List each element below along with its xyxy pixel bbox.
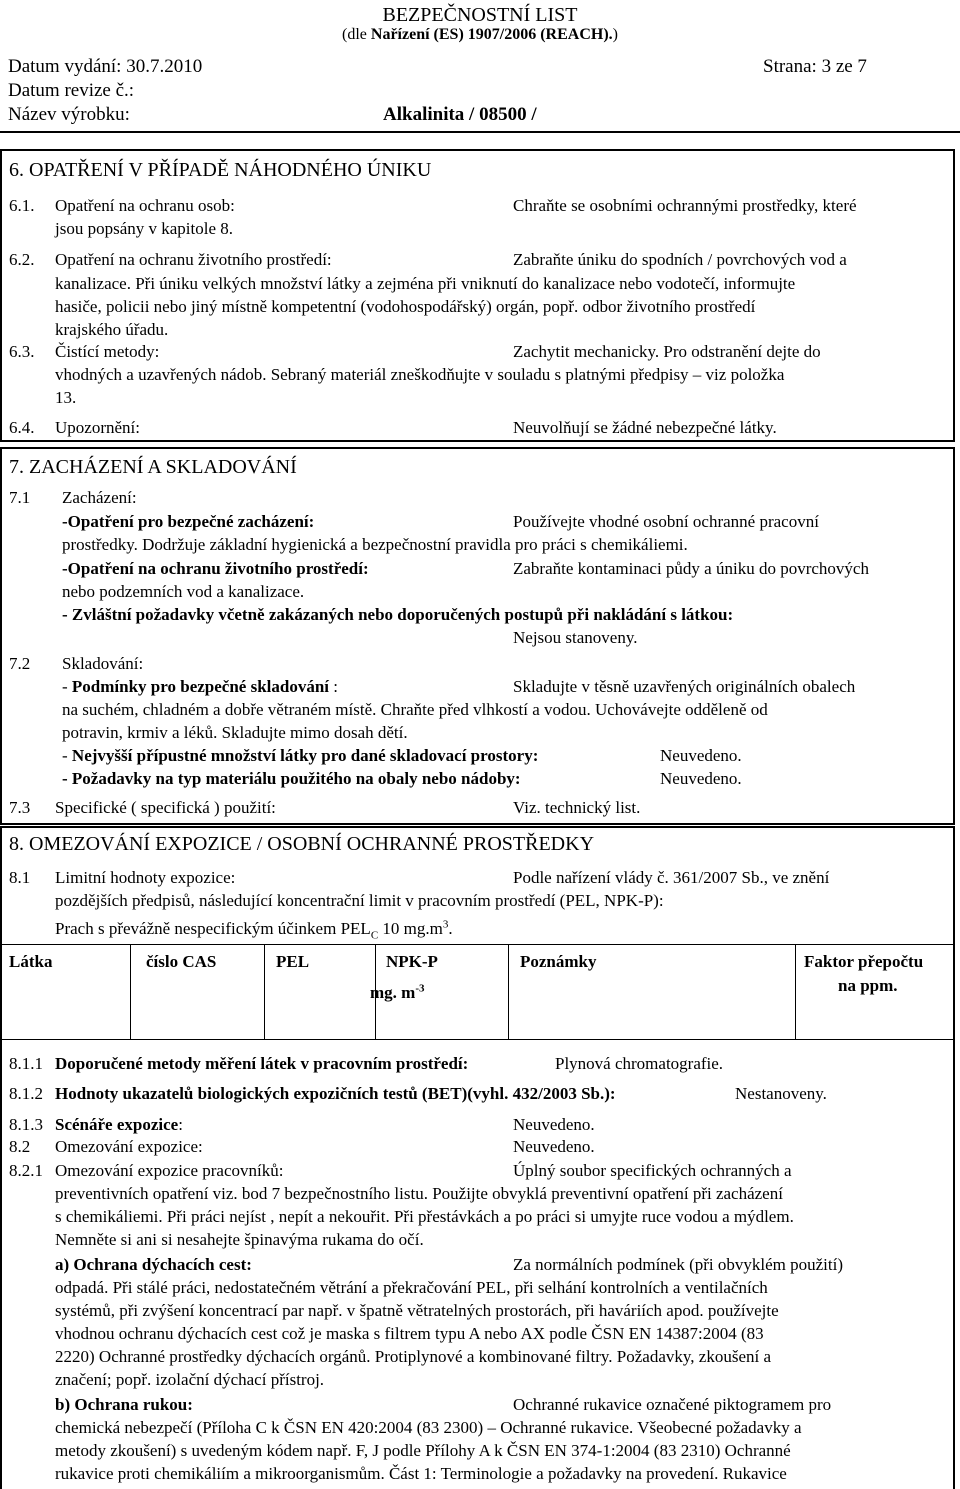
storage-conditions-text-2: na suchém, chladném a dobře větraném místě. Chraňte před vlhkostí a vodou. Uchovávejte odděleně od bbox=[62, 700, 768, 719]
col-substance: Látka bbox=[9, 952, 53, 971]
item-8-2-label: Omezování expozice: bbox=[55, 1137, 203, 1156]
max-bold: Nejvyšší přípustné množství látky pro dané skladovací prostory: bbox=[71, 746, 539, 765]
col-notes: Poznámky bbox=[520, 952, 597, 971]
respiratory-text-5: 2220) Ochranné prostředky dýchacích orgánů. Protiplynové a kombinované filtry. Požadavky, zkoušení a bbox=[55, 1347, 772, 1366]
dust-limit bbox=[55, 917, 453, 940]
item-8-2-1-text: Úplný soubor specifických ochranných a bbox=[513, 1161, 792, 1180]
item-6-2-label: Opatření na ochranu životního prostředí: bbox=[55, 250, 332, 269]
item-8-1-1-text: Plynová chromatografie. bbox=[555, 1054, 724, 1073]
safe-handling-text: Používejte vhodné osobní ochranné pracovní bbox=[513, 512, 819, 531]
item-6-2-text-3: hasiče, policii nebo jiný místně kompetentní (vodohospodářský) orgán, popř. odbor životního prostředí bbox=[55, 297, 756, 316]
item-6-3-label: Čistící metody: bbox=[55, 342, 160, 361]
section-7-title: 7. ZACHÁZENÍ A SKLADOVÁNÍ bbox=[9, 456, 297, 478]
item-6-4-label: Upozornění: bbox=[55, 418, 140, 437]
item-8-1-3-label-bold: Scénáře expozice bbox=[55, 1115, 179, 1134]
env-protection-label: -Opatření na ochranu životního prostředí: bbox=[62, 559, 369, 578]
product-label: Název výrobku: bbox=[8, 104, 130, 125]
hand-protection-text-2: chemická nebezpečí (Příloha C k ČSN EN 420:2004 (83 2300) – Ochranné rukavice. Všeobecné požadavky a bbox=[55, 1418, 802, 1437]
regulation-subtitle bbox=[0, 26, 960, 44]
col-factor: Faktor přepočtu bbox=[804, 952, 924, 971]
subtitle-pre: (dle bbox=[342, 26, 371, 43]
respiratory-text: Za normálních podmínek (při obvyklém použití) bbox=[513, 1255, 844, 1274]
item-7-3-text: Viz. technický list. bbox=[513, 798, 641, 817]
item-8-1-2-num: 8.1.2 bbox=[9, 1084, 43, 1103]
max-quantity-label bbox=[62, 744, 538, 767]
special-requirements-label: - Zvláštní požadavky včetně zakázaných nebo doporučených postupů při nakládání s látkou: bbox=[62, 605, 734, 624]
max-quantity-text: Neuvedeno. bbox=[660, 746, 742, 765]
subtitle-regulation: Nařízení (ES) 1907/2006 (REACH). bbox=[370, 26, 613, 43]
safe-handling-text-2: prostředky. Dodržuje základní hygienická a bezpečnostní pravidla pro práci s chemikáliemi. bbox=[62, 535, 688, 554]
item-8-2-1-label: Omezování expozice pracovníků: bbox=[55, 1161, 284, 1180]
storage-prefix: - bbox=[62, 677, 72, 696]
respiratory-text-2: odpadá. Při stálé práci, nedostatečném větrání a překračování PEL, při selhání kontrolních a ventilačních bbox=[55, 1278, 768, 1297]
respiratory-label: a) Ochrana dýchacích cest: bbox=[55, 1255, 252, 1274]
item-6-2-text-2: kanalizace. Při úniku velkých množství látky a zejména při vniknutí do kanalizace nebo vodotečí, informujte bbox=[55, 274, 796, 293]
hand-protection-text: Ochranné rukavice označené piktogramem pro bbox=[513, 1395, 832, 1414]
page-number: Strana: 3 ze 7 bbox=[763, 56, 867, 77]
item-8-2-text: Neuvedeno. bbox=[513, 1137, 595, 1156]
storage-colon: : bbox=[329, 677, 338, 696]
item-8-2-1-text-2: preventivních opatření viz. bod 7 bezpečnostního listu. Použijte obvyklá preventivní opatření při zacházení bbox=[55, 1184, 783, 1203]
item-8-1-3-text: Neuvedeno. bbox=[513, 1115, 595, 1134]
col-npk: NPK-P bbox=[386, 952, 438, 971]
section-8-left-border bbox=[0, 826, 2, 1489]
item-8-2-1-num: 8.2.1 bbox=[9, 1161, 43, 1180]
hand-protection-text-4: rukavice proti chemikáliím a mikroorganismům. Část 1: Terminologie a požadavky na provedení. Rukavice bbox=[55, 1464, 787, 1483]
item-6-2-text: Zabraňte úniku do spodních / povrchových vod a bbox=[513, 250, 847, 269]
section-8-title: 8. OMEZOVÁNÍ EXPOZICE / OSOBNÍ OCHRANNÉ PROSTŘEDKY bbox=[9, 833, 595, 855]
col-unit bbox=[370, 981, 425, 1004]
col-unit-sup: -3 bbox=[415, 982, 425, 995]
revision-date: Datum revize č.: bbox=[8, 80, 135, 101]
storage-conditions-text-3: potravin, krmiv a léků. Skladujte mimo dosah dětí. bbox=[62, 723, 408, 742]
item-8-1-3-label bbox=[55, 1113, 183, 1136]
item-6-1-text-2: jsou popsány v kapitole 8. bbox=[55, 219, 234, 238]
item-8-2-num: 8.2 bbox=[9, 1137, 31, 1156]
col-unit-text: mg. m bbox=[370, 983, 416, 1002]
dust-sup: 3 bbox=[442, 918, 449, 931]
storage-conditions-text: Skladujte v těsně uzavřených originálních obalech bbox=[513, 677, 856, 696]
item-8-2-1-text-3: s chemikáliemi. Při práci nejíst , nepít a nekouřit. Při přestávkách a po práci si umyjte ruce vodou a mýdlem. bbox=[55, 1207, 794, 1226]
document-title: BEZPEČNOSTNÍ LIST bbox=[382, 4, 578, 26]
item-6-2-num: 6.2. bbox=[9, 250, 35, 269]
col-cas: číslo CAS bbox=[146, 952, 217, 971]
packaging-label: - Požadavky na typ materiálu použitého na obaly nebo nádoby: bbox=[62, 769, 521, 788]
col-pel: PEL bbox=[276, 952, 310, 971]
issue-date: Datum vydání: 30.7.2010 bbox=[8, 56, 203, 77]
item-6-3-text-2: vhodných a uzavřených nádob. Sebraný materiál zneškodňujte v souladu s platnými předpisy – viz položka bbox=[55, 365, 785, 384]
table-vrule bbox=[508, 944, 509, 1040]
storage-bold: Podmínky pro bezpečné skladování bbox=[71, 677, 330, 696]
item-8-1-1-label: Doporučené metody měření látek v pracovním prostředí: bbox=[55, 1054, 469, 1073]
section-8-right-border bbox=[953, 826, 955, 1489]
col-factor-2: na ppm. bbox=[838, 976, 898, 995]
item-8-1-num: 8.1 bbox=[9, 868, 31, 887]
safe-handling-label: -Opatření pro bezpečné zacházení: bbox=[62, 512, 315, 531]
storage-conditions-label bbox=[62, 675, 338, 698]
item-8-1-2-text: Nestanoveny. bbox=[735, 1084, 827, 1103]
item-8-1-3-colon: : bbox=[178, 1115, 183, 1134]
product-name: Alkalinita / 08500 / bbox=[383, 104, 537, 125]
header-divider bbox=[0, 131, 960, 133]
item-8-1-2-label: Hodnoty ukazatelů biologických expozičních testů (BET)(vyhl. 432/2003 Sb.): bbox=[55, 1084, 616, 1103]
item-8-1-text-2: pozdějších předpisů, následující koncentrační limit v pracovním prostředí (PEL, NPK-P): bbox=[55, 891, 664, 910]
item-7-1-label: Zacházení: bbox=[62, 488, 137, 507]
hand-protection-text-3: metody zkoušení) s uvedeným kódem např. F, J podle Přílohy A k ČSN EN 374-1:2004 (83 2310) Ochranné bbox=[55, 1441, 791, 1460]
dust-end: . bbox=[448, 919, 453, 938]
respiratory-text-3: systémů, při zvýšení koncentrací par např. v špatně větratelných prostorách, při haváriích apod. používejte bbox=[55, 1301, 779, 1320]
table-top-rule bbox=[0, 944, 955, 945]
section-8-top-rule bbox=[0, 826, 955, 828]
table-vrule bbox=[264, 944, 265, 1040]
item-6-3-text: Zachytit mechanicky. Pro odstranění dejte do bbox=[513, 342, 821, 361]
packaging-text: Neuvedeno. bbox=[660, 769, 742, 788]
item-8-1-1-num: 8.1.1 bbox=[9, 1054, 43, 1073]
item-7-1-num: 7.1 bbox=[9, 488, 31, 507]
env-protection-text: Zabraňte kontaminaci půdy a úniku do povrchových bbox=[513, 559, 869, 578]
subtitle-post: ) bbox=[612, 26, 618, 43]
max-prefix: - bbox=[62, 746, 72, 765]
respiratory-text-6: značení; popř. izolační dýchací přístroj. bbox=[55, 1370, 325, 1389]
special-requirements-text: Nejsou stanoveny. bbox=[513, 628, 638, 647]
dust-sub: C bbox=[370, 929, 379, 942]
table-vrule bbox=[130, 944, 131, 1040]
table-vrule bbox=[795, 944, 796, 1040]
item-6-3-text-3: 13. bbox=[55, 388, 77, 407]
item-7-2-num: 7.2 bbox=[9, 654, 31, 673]
item-6-1-text: Chraňte se osobními ochrannými prostředky, které bbox=[513, 196, 857, 215]
item-6-3-num: 6.3. bbox=[9, 342, 35, 361]
dust-pre: Prach s převážně nespecifickým účinkem PEL bbox=[55, 919, 371, 938]
item-6-1-label: Opatření na ochranu osob: bbox=[55, 196, 235, 215]
item-6-1-num: 6.1. bbox=[9, 196, 35, 215]
item-6-4-num: 6.4. bbox=[9, 418, 35, 437]
item-8-1-text: Podle nařízení vlády č. 361/2007 Sb., ve znění bbox=[513, 868, 830, 887]
table-bottom-rule bbox=[0, 1039, 955, 1040]
section-6-title: 6. OPATŘENÍ V PŘÍPADĚ NÁHODNÉHO ÚNIKU bbox=[9, 159, 432, 181]
dust-post: 10 mg.m bbox=[378, 919, 443, 938]
hand-protection-label: b) Ochrana rukou: bbox=[55, 1395, 193, 1414]
item-7-3-num: 7.3 bbox=[9, 798, 31, 817]
item-6-4-text: Neuvolňují se žádné nebezpečné látky. bbox=[513, 418, 777, 437]
item-7-2-label: Skladování: bbox=[62, 654, 144, 673]
item-6-2-text-4: krajského úřadu. bbox=[55, 320, 169, 339]
item-8-1-3-num: 8.1.3 bbox=[9, 1115, 43, 1134]
env-protection-text-2: nebo podzemních vod a kanalizace. bbox=[62, 582, 305, 601]
item-8-1-label: Limitní hodnoty expozice: bbox=[55, 868, 236, 887]
respiratory-text-4: vhodnou ochranu dýchacích cest což je maska s filtrem typu A nebo AX podle ČSN EN 14387:2004 (83 bbox=[55, 1324, 764, 1343]
item-7-3-label: Specifické ( specifická ) použití: bbox=[55, 798, 276, 817]
item-8-2-1-text-4: Nemněte si ani si nesahejte špinavýma rukama do očí. bbox=[55, 1230, 424, 1249]
